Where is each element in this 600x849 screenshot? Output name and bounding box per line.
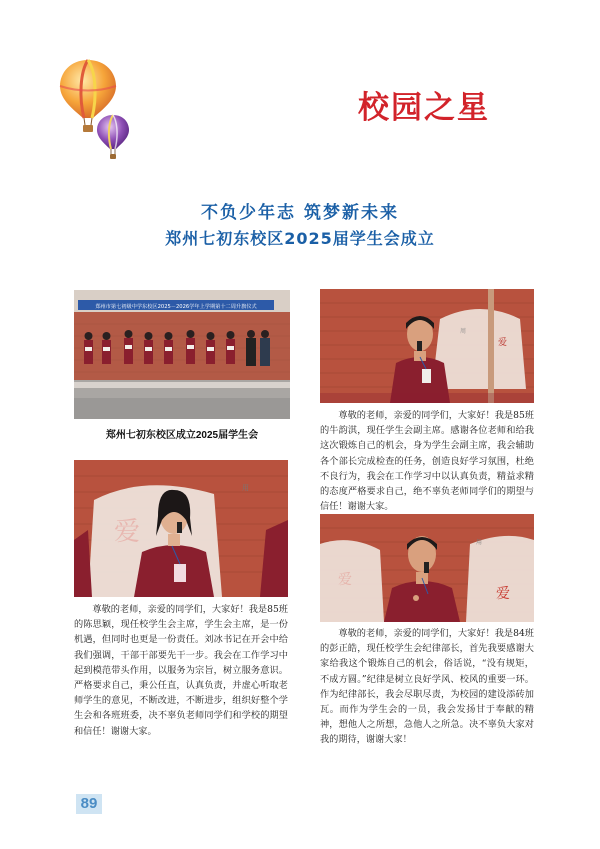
- article-title: 不负少年志 筑梦新未来: [201, 203, 399, 223]
- speaker-photo-2: [74, 460, 288, 597]
- svg-text:爱: 爱: [496, 586, 510, 602]
- speech-paragraph-2: 尊敬的老师，亲爱的同学们，大家好！我是85班的陈思颖，现任校学生会主席，学生会主席，是一份机遇，但同时也更是一份责任。刘冰书记在开会中给我们强调，干部干部要先干一步。我会在工作学习中起到模范带头作用，以服务为宗旨，树立服务意识。严格要求自己，秉公任直，认真负责，并虚心听取老师学生的意见，不断改进，不断进步，组织好整个学生会和各班班委，决不辜负老师同学们和学校的期望和信任！谢谢大家。: [74, 604, 288, 737]
- svg-text:用: 用: [476, 539, 483, 546]
- section-title: 校园之星: [358, 90, 490, 126]
- speaker-photo-3: [320, 514, 534, 622]
- group-photo-caption: 郑州七初东校区成立2025届学生会: [105, 430, 259, 441]
- svg-text:爱: 爱: [114, 517, 141, 547]
- svg-text:爱: 爱: [498, 338, 508, 348]
- article-subtitle: 郑州七初东校区2025届学生会成立: [165, 229, 435, 248]
- speech-paragraph-1: 尊敬的老师，亲爱的同学们，大家好！我是85班的牛韵淇，现任学生会副主席。感谢各位老师和给我这次锻炼自己的机会，身为学生会副主席，我会辅助各个部长完成检查的任务，创造良好学习氛围，杜绝不良行为，我会在工作学习中以认真负责，精益求精的态度严格要求自己，绝不辜负老师同学们的期望与信任！谢谢大家。: [320, 410, 534, 513]
- speaker-photo-1: [320, 289, 534, 403]
- page-number: 89: [76, 794, 102, 814]
- svg-text:周: 周: [460, 328, 467, 335]
- speech-paragraph-3: 尊敬的老师，亲爱的同学们，大家好！我是84班的彭正皓，现任校学生会纪律部长，首先我要感谢大家给我这个锻炼自己的机会，俗话说，“没有规矩，不成方圆。”纪律是树立良好学风、校风的重要一环。作为纪律部长，我会尽职尽责，为校园的建设添砖加瓦。而作为学生会的一员，我会发扬甘于奉献的精神，想他人之所想，急他人之所急。决不辜负大家对我的期待，谢谢大家！: [320, 628, 534, 746]
- group-banner-text: 郑州市第七初级中学东校区2025－2026学年上学期第十二周升旗仪式: [95, 304, 257, 310]
- group-photo: [74, 290, 290, 419]
- svg-text:爱: 爱: [338, 572, 352, 588]
- svg-text:用: 用: [242, 484, 249, 492]
- purple-balloon-icon: [96, 114, 130, 160]
